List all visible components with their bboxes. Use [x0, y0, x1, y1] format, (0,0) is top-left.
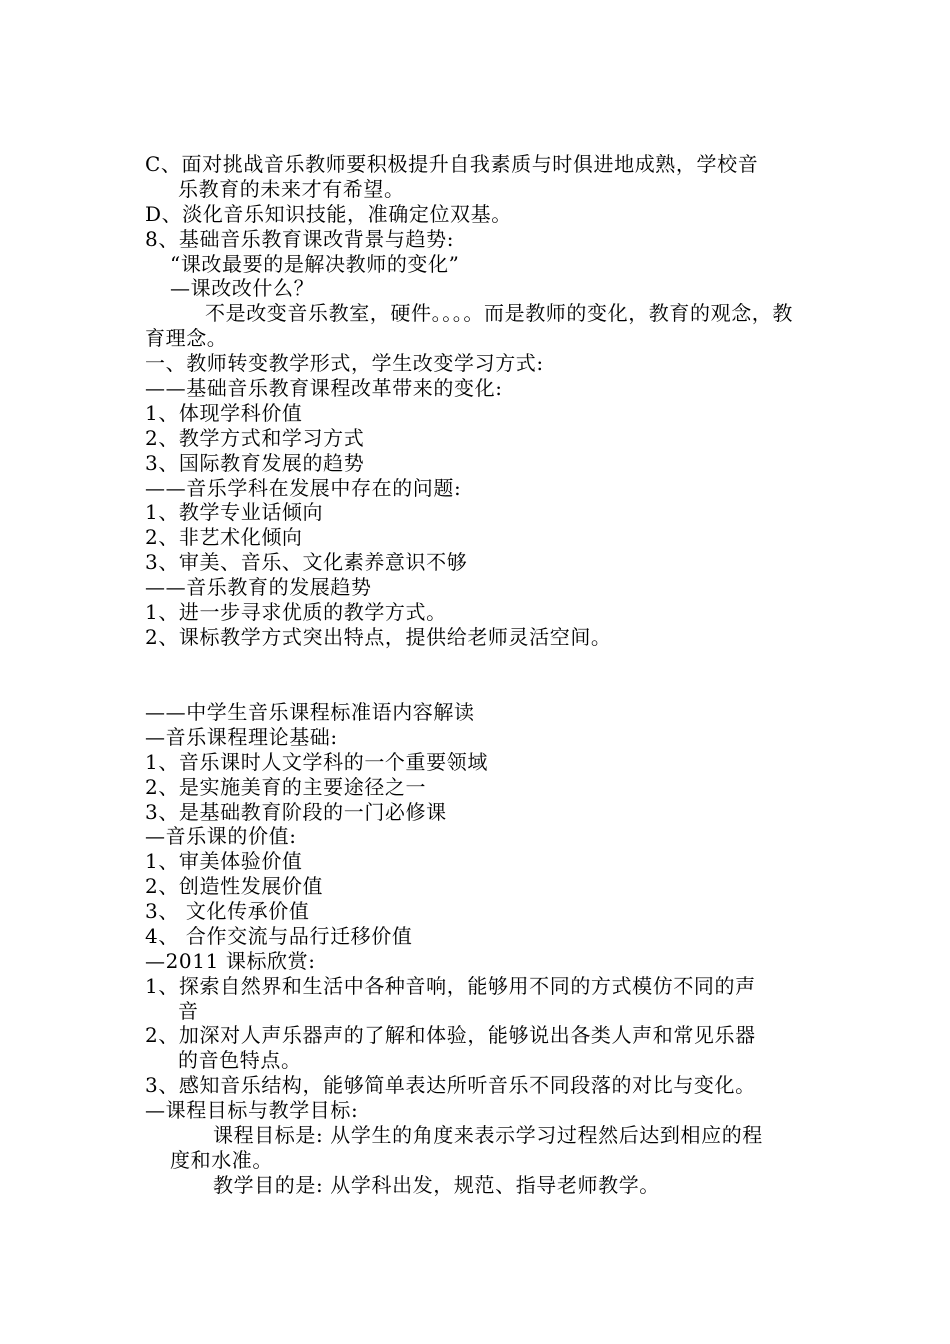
text-line: 育理念。 — [145, 326, 228, 350]
list-item: 1、体现学科价值 — [145, 401, 303, 425]
section-heading: 一、教师转变教学形式，学生改变学习方式: — [145, 351, 544, 375]
list-item: 2、加深对人声乐器声的了解和体验，能够说出各类人声和常见乐器 — [145, 1023, 756, 1047]
list-item: 3、是基础教育阶段的一门必修课 — [145, 800, 447, 824]
list-item: 1、音乐课时人文学科的一个重要领域 — [145, 750, 488, 774]
text-line: 教学目的是: 从学科出发，规范、指导老师教学。 — [213, 1173, 660, 1197]
text-line: —课程目标与教学目标: — [145, 1098, 359, 1122]
list-item: 1、进一步寻求优质的教学方式。 — [145, 600, 447, 624]
text-line: —音乐课的价值: — [145, 824, 297, 848]
text-line: ——音乐学科在发展中存在的问题: — [145, 476, 462, 500]
section-heading: ——中学生音乐课程标准语内容解读 — [145, 700, 475, 724]
text-line: 乐教育的未来才有希望。 — [178, 177, 405, 201]
list-item: 3、审美、音乐、文化素养意识不够 — [145, 550, 468, 574]
text-line: 的音色特点。 — [178, 1048, 302, 1072]
list-item: 3、感知音乐结构，能够简单表达所听音乐不同段落的对比与变化。 — [145, 1073, 756, 1097]
list-item: 4、 合作交流与品行迁移价值 — [145, 924, 413, 948]
list-item: 1、教学专业话倾向 — [145, 500, 324, 524]
text-line: —音乐课程理论基础: — [145, 725, 338, 749]
text-line: 不是改变音乐教室，硬件。。。。而是教师的变化，教育的观念，教 — [205, 301, 793, 325]
text-line: D、淡化音乐知识技能，准确定位双基。 — [145, 202, 512, 226]
list-item: 3、国际教育发展的趋势 — [145, 451, 365, 475]
text-line: —2011 课标欣赏: — [145, 949, 316, 973]
text-line: ——音乐教育的发展趋势 — [145, 575, 372, 599]
text-line: “课改最要的是解决教师的变化” — [170, 252, 460, 276]
list-item: 2、是实施美育的主要途径之一 — [145, 775, 427, 799]
text-line: 8、基础音乐教育课改背景与趋势: — [145, 227, 455, 251]
list-item: 1、审美体验价值 — [145, 849, 303, 873]
text-line: 度和水准。 — [170, 1148, 273, 1172]
list-item: 2、课标教学方式突出特点，提供给老师灵活空间。 — [145, 625, 612, 649]
list-item: 2、教学方式和学习方式 — [145, 426, 365, 450]
list-item: 2、非艺术化倾向 — [145, 525, 303, 549]
text-line: —课改改什么？ — [170, 276, 315, 300]
text-line: 音 — [178, 999, 199, 1023]
list-item: 1、探索自然界和生活中各种音响，能够用不同的方式模仿不同的声 — [145, 974, 756, 998]
text-line: 课程目标是: 从学生的角度来表示学习过程然后达到相应的程 — [213, 1123, 763, 1147]
text-line: ——基础音乐教育课程改革带来的变化: — [145, 376, 503, 400]
text-line: C、面对挑战音乐教师要积极提升自我素质与时俱进地成熟，学校音 — [145, 152, 759, 176]
list-item: 2、创造性发展价值 — [145, 874, 324, 898]
list-item: 3、 文化传承价值 — [145, 899, 310, 923]
